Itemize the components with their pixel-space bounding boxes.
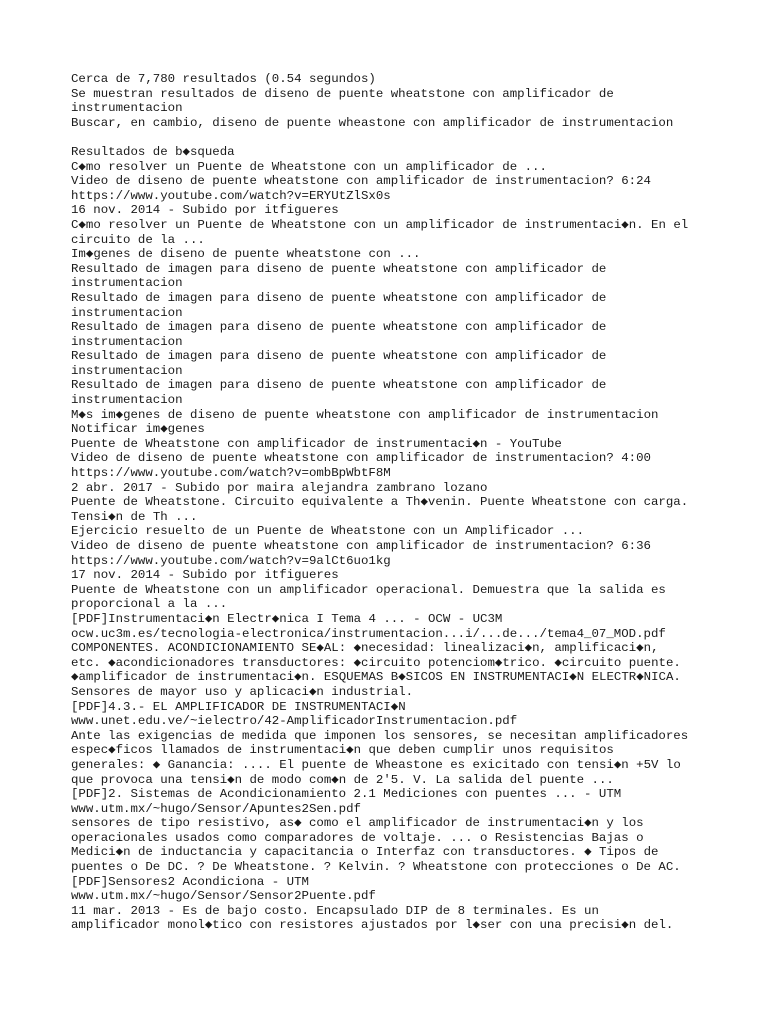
text-line: Im◆genes de diseno de puente wheatstone con ...: [71, 247, 421, 262]
text-line: puentes o De DC. ? De Wheatstone. ? Kelvin. ? Wheatstone con protecciones o De AC.: [71, 860, 681, 875]
text-line: amplificador monol◆tico con resistores ajustados por l◆ser con una precisi◆n del.: [71, 918, 674, 933]
text-line: Resultados de b◆squeda: [71, 144, 235, 159]
text-line: Video de diseno de puente wheatstone con amplificador de instrumentacion? 6:36: [71, 539, 651, 553]
text-line: Ante las exigencias de medida que imponen los sensores, se necesitan amplificadores: [71, 728, 689, 743]
text-line: www.utm.mx/~hugo/Sensor/Apuntes2Sen.pdf: [71, 801, 361, 816]
text-line: C◆mo resolver un Puente de Wheatstone con un amplificador de instrumentaci◆n. En el: [71, 217, 689, 232]
text-line: Ejercicio resuelto de un Puente de Wheatstone con un Amplificador ...: [71, 524, 585, 539]
text-line: operacionales usados como comparadores de voltaje. ... o Resistencias Bajas o: [71, 830, 644, 845]
text-line: instrumentacion: [71, 363, 183, 378]
blank-line: [71, 130, 731, 145]
text-line: espec◆ficos llamados de instrumentaci◆n que deben cumplir unos requisitos: [71, 743, 614, 758]
text-line: www.unet.edu.ve/~ielectro/42-AmplificadorInstrumentacion.pdf: [71, 714, 518, 729]
text-line: Resultado de imagen para diseno de puente wheatstone con amplificador de: [71, 320, 607, 335]
text-line: instrumentacion: [71, 276, 183, 291]
text-line: proporcional a la ...: [71, 597, 228, 612]
text-line: etc. ◆acondicionadores transductores: ◆circuito potenciom◆trico. ◆circuito puente.: [71, 655, 681, 670]
text-line: Cerca de 7,780 resultados (0.54 segundos): [71, 72, 376, 86]
text-line: Puente de Wheatstone con un amplificador operacional. Demuestra que la salida es: [71, 582, 666, 597]
text-line: Puente de Wheatstone con amplificador de instrumentaci◆n - YouTube: [71, 436, 562, 451]
text-line: circuito de la ...: [71, 232, 205, 247]
text-line: Video de diseno de puente wheatstone con amplificador de instrumentacion? 6:24: [71, 174, 651, 189]
text-line: 2 abr. 2017 - Subido por maira alejandra zambrano lozano: [71, 480, 488, 495]
text-line: instrumentacion: [71, 101, 183, 116]
text-line: ◆amplificador de instrumentaci◆n. ESQUEMAS B◆SICOS EN INSTRUMENTACI◆N ELECTR◆NICA.: [71, 670, 681, 685]
text-line: Medici◆n de inductancia y capacitancia o Interfaz con transductores. ◆ Tipos de: [71, 845, 659, 860]
text-line: 17 nov. 2014 - Subido por itfigueres: [71, 568, 339, 583]
text-line: COMPONENTES. ACONDICIONAMIENTO SE◆AL: ◆necesidad: linealizaci◆n, amplificaci◆n,: [71, 641, 659, 656]
text-line: https://www.youtube.com/watch?v=ombBpWbtF8M: [71, 466, 391, 481]
text-line: Sensores de mayor uso y aplicaci◆n industrial.: [71, 684, 414, 699]
text-line: que provoca una tensi◆n de modo com◆n de 2'5. V. La salida del puente ...: [71, 772, 614, 787]
text-line: Video de diseno de puente wheatstone con amplificador de instrumentacion? 4:00: [71, 451, 651, 466]
text-line: instrumentacion: [71, 305, 183, 320]
text-line: [PDF]2. Sistemas de Acondicionamiento 2.1 Mediciones con puentes ... - UTM: [71, 787, 622, 802]
text-line: C◆mo resolver un Puente de Wheatstone con un amplificador de ...: [71, 159, 547, 174]
text-line: Tensi◆n de Th ...: [71, 509, 198, 524]
text-line: 11 mar. 2013 - Es de bajo costo. Encapsulado DIP de 8 terminales. Es un: [71, 903, 599, 918]
text-line: Resultado de imagen para diseno de puente wheatstone con amplificador de: [71, 349, 607, 364]
text-line: https://www.youtube.com/watch?v=9alCt6uo1kg: [71, 553, 391, 568]
text-line: Puente de Wheatstone. Circuito equivalente a Th◆venin. Puente Wheatstone con carga.: [71, 495, 689, 510]
text-line: 16 nov. 2014 - Subido por itfigueres: [71, 203, 339, 218]
text-line: Resultado de imagen para diseno de puente wheatstone con amplificador de: [71, 261, 607, 276]
text-line: Notificar im◆genes: [71, 422, 205, 437]
text-line: [PDF]Instrumentaci◆n Electr◆nica I Tema 4 ... - OCW - UC3M: [71, 611, 503, 626]
text-line: Resultado de imagen para diseno de puente wheatstone con amplificador de: [71, 290, 607, 305]
text-line: ocw.uc3m.es/tecnologia-electronica/instrumentacion...i/...de.../tema4_07_MOD.pdf: [71, 626, 666, 641]
text-line: Buscar, en cambio, diseno de puente wheastone con amplificador de instrumentacion: [71, 115, 674, 130]
text-line: M◆s im◆genes de diseno de puente wheatstone con amplificador de instrumentacion: [71, 407, 659, 422]
text-line: Se muestran resultados de diseno de puente wheatstone con amplificador de: [71, 86, 614, 101]
document-text: [71, 72, 731, 933]
text-line: [PDF]Sensores2 Acondiciona - UTM: [71, 874, 309, 889]
text-line: sensores de tipo resistivo, as◆ como el amplificador de instrumentaci◆n y los: [71, 816, 644, 831]
text-line: instrumentacion: [71, 393, 183, 408]
text-line: https://www.youtube.com/watch?v=ERYUtZlSx0s: [71, 188, 391, 203]
text-line: www.utm.mx/~hugo/Sensor/Sensor2Puente.pdf: [71, 889, 376, 904]
text-line: instrumentacion: [71, 334, 183, 349]
text-line: [PDF]4.3.- EL AMPLIFICADOR DE INSTRUMENTACI◆N: [71, 699, 406, 714]
text-line: generales: ◆ Ganancia: .... El puente de Wheastone es exicitado con tensi◆n +5V lo: [71, 757, 681, 772]
text-line: Resultado de imagen para diseno de puente wheatstone con amplificador de: [71, 378, 607, 393]
